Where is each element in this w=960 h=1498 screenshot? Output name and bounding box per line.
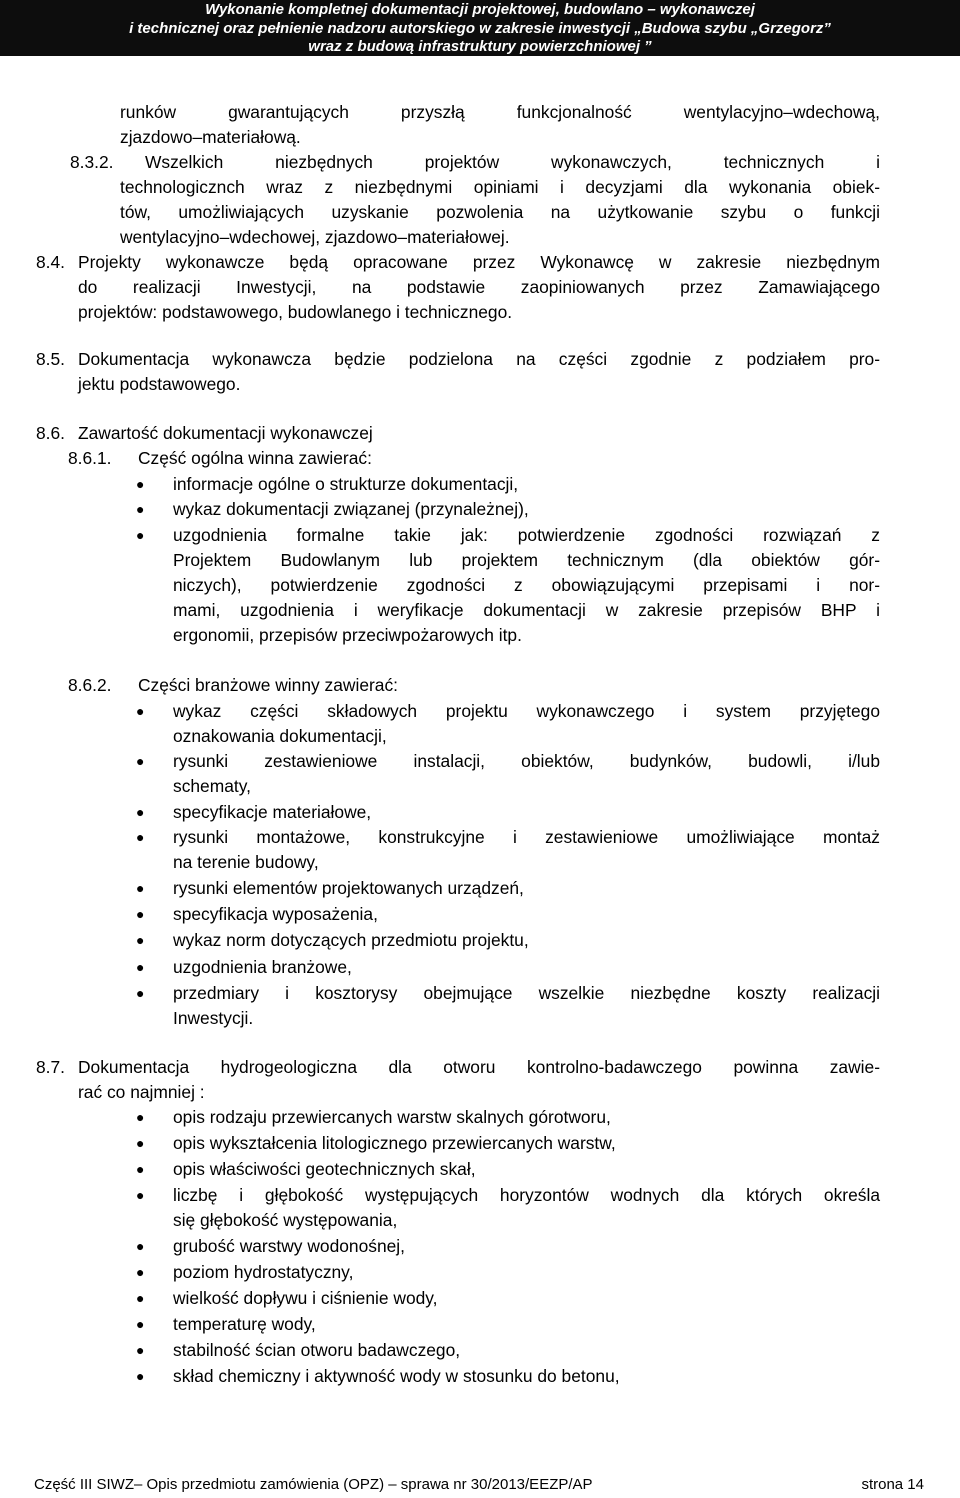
footer-document-reference: Część III SIWZ– Opis przedmiotu zamówienia (OPZ) – sprawa nr 30/2013/EEZP/AP [34,1476,593,1493]
paragraph-line: do realizacji Inwestycji, na podstawie zaopiniowanych przez Zamawiającego [78,277,880,297]
document-footer [34,1475,924,1495]
bullet-icon: ● [136,1238,145,1254]
bullet-icon: ● [136,829,145,845]
paragraph-line: Projekty wykonawcze będą opracowane przez Wykonawcę w zakresie niezbędnym [78,252,880,272]
section-title: Zawartość dokumentacji wykonawczej [78,423,373,443]
section-number: 8.7. [36,1057,66,1077]
paragraph-line: technologicznch wraz z niezbędnymi opiniami i decyzjami dla wykonania obiek- [120,177,880,197]
section-number: 8.6.1. [68,448,112,468]
list-item: opis rodzaju przewiercanych warstw skalnych górotworu, [173,1107,611,1127]
paragraph-line: Dokumentacja hydrogeologiczna dla otworu kontrolno-badawczego powinna zawie- [78,1057,880,1077]
bullet-icon: ● [136,959,145,975]
bullet-icon: ● [136,1316,145,1332]
list-item: niczych), potwierdzenie zgodności z obowiązującymi przepisami i nor- [173,575,880,595]
list-item: specyfikacja wyposażenia, [173,904,378,924]
bullet-icon: ● [136,985,145,1001]
paragraph-line: Wszelkich niezbędnych projektów wykonawczych, technicznych i [145,152,880,172]
bullet-icon: ● [136,880,145,896]
bullet-icon: ● [136,1368,145,1384]
list-item: uzgodnienia branżowe, [173,957,352,977]
bullet-icon: ● [136,1264,145,1280]
document-header [0,0,960,56]
list-item: rysunki montażowe, konstrukcyjne i zestawieniowe umożliwiające montaż [173,827,880,847]
list-item: opis właściwości geotechnicznych skał, [173,1159,476,1179]
list-item: ergonomii, przepisów przeciwpożarowych itp. [173,625,522,645]
bullet-icon: ● [136,1109,145,1125]
bullet-icon: ● [136,527,145,543]
list-item: Inwestycji. [173,1008,254,1028]
bullet-icon: ● [136,703,145,719]
header-line-2: i technicznej oraz pełnienie nadzoru autorskiego w zakresie inwestycji „Budowa szybu „Grzegorz” [129,19,831,37]
list-item: skład chemiczny i aktywność wody w stosunku do betonu, [173,1366,620,1386]
header-line-1: Wykonanie kompletnej dokumentacji projektowej, budowlano – wykonawczej [205,1,755,18]
list-item: uzgodnienia formalne takie jak: potwierdzenie zgodności rozwiązań z [173,525,880,545]
bullet-icon: ● [136,906,145,922]
list-item: grubość warstwy wodonośnej, [173,1236,405,1256]
list-item: rysunki zestawieniowe instalacji, obiektów, budynków, budowli, i/lub [173,751,880,771]
list-item: wykaz części składowych projektu wykonawczego i system przyjętego [173,701,880,721]
paragraph-line: wentylacyjno–wdechowej, zjazdowo–materiałowej. [120,227,510,247]
list-item: wielkość dopływu i ciśnienie wody, [173,1288,438,1308]
list-item: rysunki elementów projektowanych urządzeń, [173,878,524,898]
paragraph-line: Dokumentacja wykonawcza będzie podzielona na części zgodnie z podziałem pro- [78,349,880,369]
list-item: poziom hydrostatyczny, [173,1262,354,1282]
section-number: 8.3.2. [70,152,114,172]
list-item: wykaz dokumentacji związanej (przynależnej), [173,499,529,519]
bullet-icon: ● [136,1135,145,1151]
paragraph-line: rać co najmniej : [78,1082,205,1102]
section-number: 8.6.2. [68,675,112,695]
section-number: 8.4. [36,252,66,272]
bullet-icon: ● [136,804,145,820]
list-item: mami, uzgodnienia i weryfikacje dokumentacji w zakresie przepisów BHP i [173,600,880,620]
list-item: specyfikacje materiałowe, [173,802,372,822]
bullet-icon: ● [136,1342,145,1358]
section-number: 8.6. [36,423,66,443]
list-item: przedmiary i kosztorysy obejmujące wszelkie niezbędne koszty realizacji [173,983,880,1003]
header-line-3: wraz z budową infrastruktury powierzchniowej ” [308,38,652,55]
page-number: strona 14 [861,1476,924,1493]
list-item: opis wykształcenia litologicznego przewiercanych warstw, [173,1133,616,1153]
section-title: Części branżowe winny zawierać: [138,675,398,695]
list-item: na terenie budowy, [173,852,319,872]
bullet-icon: ● [136,1290,145,1306]
list-item: stabilność ścian otworu badawczego, [173,1340,461,1360]
list-item: wykaz norm dotyczących przedmiotu projektu, [173,930,529,950]
bullet-icon: ● [136,501,145,517]
list-item: temperaturę wody, [173,1314,316,1334]
bullet-icon: ● [136,753,145,769]
bullet-icon: ● [136,932,145,948]
list-item: schematy, [173,776,251,796]
list-item: informacje ogólne o strukturze dokumentacji, [173,474,519,494]
section-number: 8.5. [36,349,66,369]
list-item: się głębokość występowania, [173,1210,398,1230]
paragraph-line: runków gwarantujących przyszłą funkcjonalność wentylacyjno–wdechową, [120,102,880,122]
bullet-icon: ● [136,1187,145,1203]
paragraph-line: zjazdowo–materiałową. [120,127,301,147]
bullet-icon: ● [136,1161,145,1177]
bullet-icon: ● [136,476,145,492]
paragraph-line: projektów: podstawowego, budowlanego i technicznego. [78,302,513,322]
list-item: liczbę i głębokość występujących horyzontów wodnych dla których określa [173,1185,880,1205]
section-title: Część ogólna winna zawierać: [138,448,372,468]
paragraph-line: tów, umożliwiających uzyskanie pozwolenia na użytkowanie szybu o funkcji [120,202,880,222]
list-item: oznakowania dokumentacji, [173,726,387,746]
list-item: Projektem Budowlanym lub projektem technicznym (dla obiektów gór- [173,550,880,570]
paragraph-line: jektu podstawowego. [78,374,241,394]
